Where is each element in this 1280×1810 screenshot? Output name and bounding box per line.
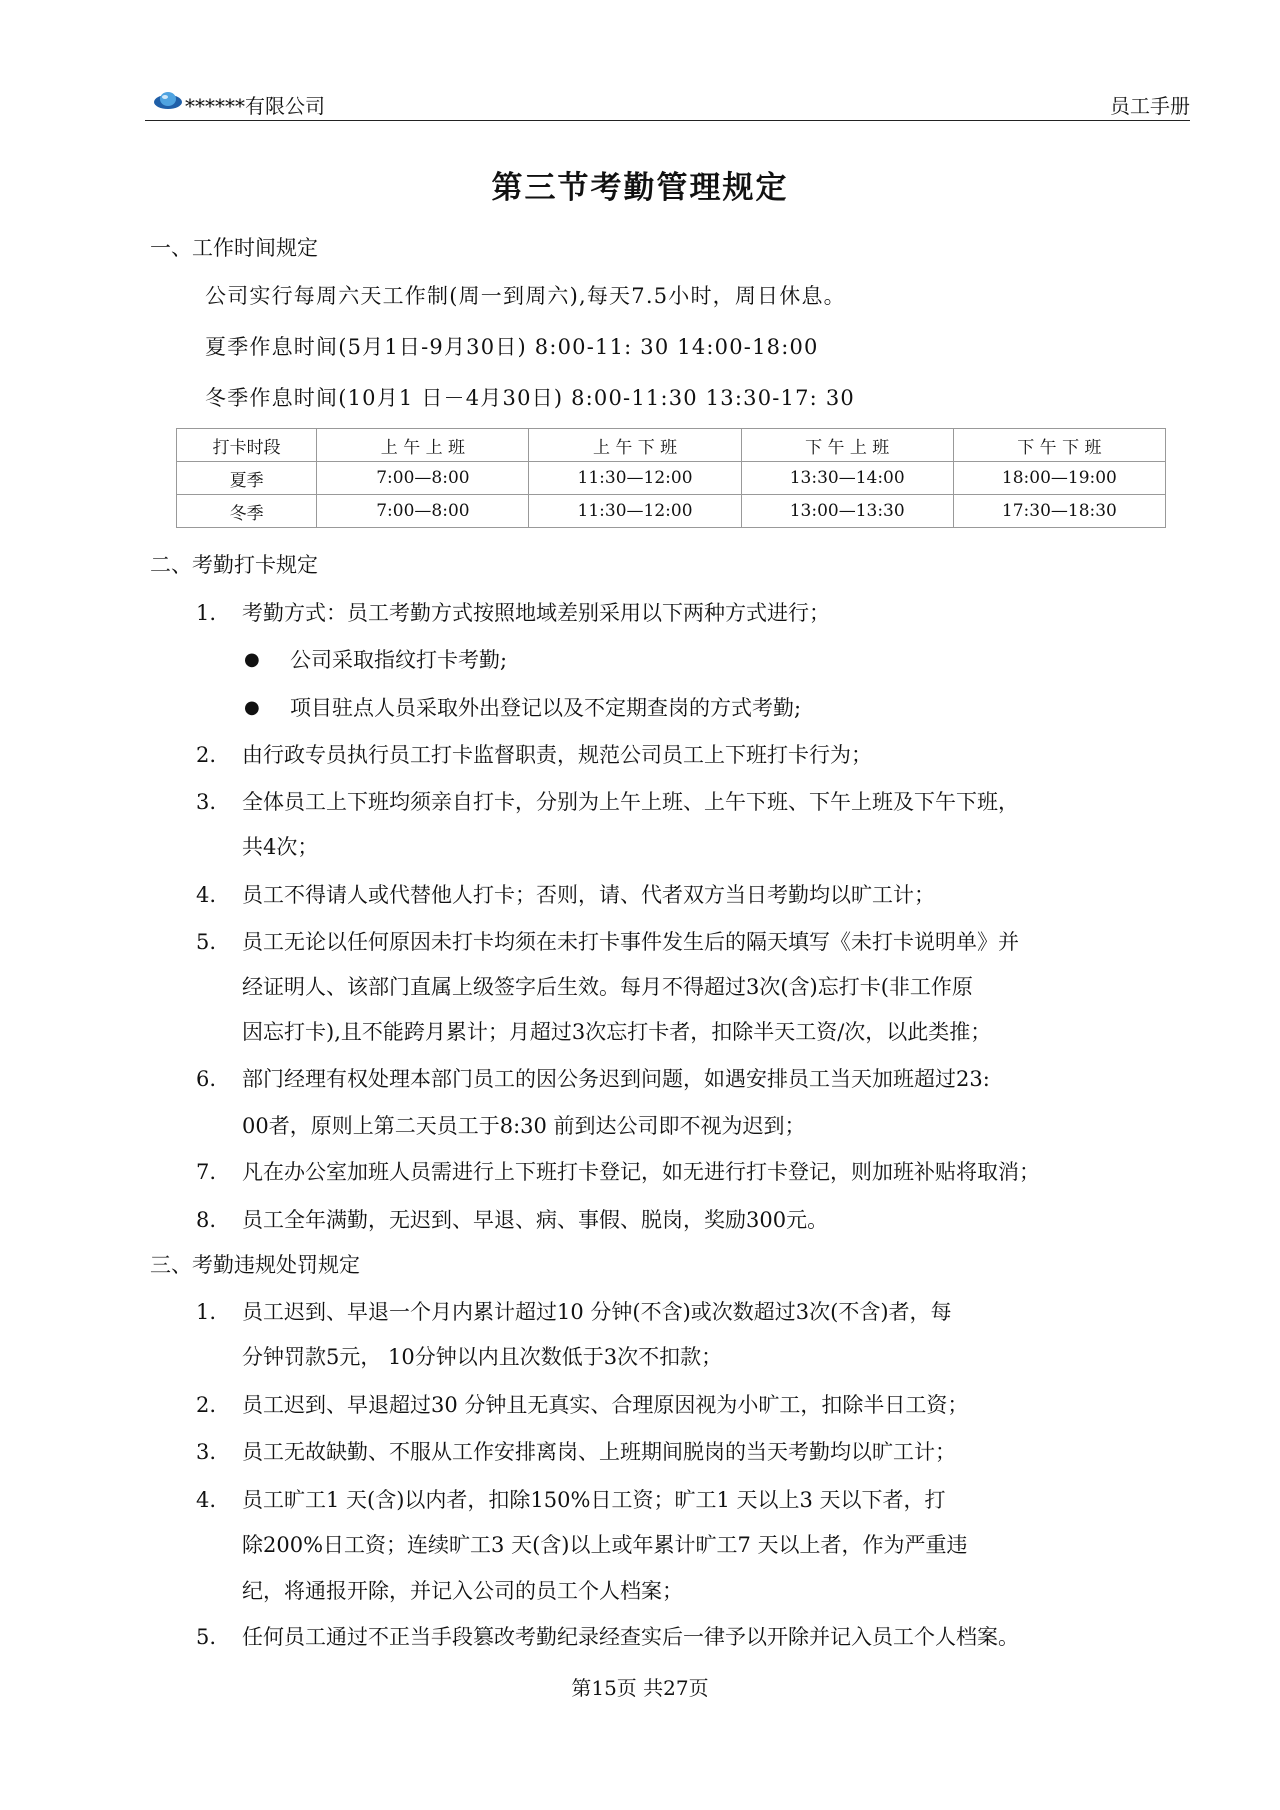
- bullet-text: 公司采取指纹打卡考勤;: [290, 648, 508, 672]
- bullet-icon: ●: [244, 697, 260, 718]
- item-text: 全体员工上下班均须亲自打卡，分别为上午上班、上午下班、下午上班及下午下班，: [242, 790, 1019, 814]
- section-heading: 一、工作时间规定: [150, 236, 318, 260]
- table-header-cell: 上 午 下 班: [529, 429, 741, 462]
- table-header-cell: 下 午 下 班: [953, 429, 1165, 462]
- table-cell: 13:00—13:30: [741, 495, 953, 528]
- page-header: [145, 88, 1190, 121]
- table-row: [177, 462, 1166, 495]
- summer-hours-text: 夏季作息时间(5月1日-9月30日) 8:00-11: 30 14:00-18:00: [205, 335, 819, 359]
- table-cell: 11:30—12:00: [529, 462, 741, 495]
- schedule-table: [176, 428, 1166, 528]
- page-footer: 第15页 共27页: [571, 1676, 709, 1700]
- section-heading: 三、考勤违规处罚规定: [150, 1253, 360, 1277]
- company-logo: [153, 90, 183, 112]
- item-number: 5.: [196, 1625, 217, 1649]
- item-number: 6.: [196, 1067, 217, 1091]
- item-text: 员工迟到、早退超过30 分钟且无真实、合理原因视为小旷工，扣除半日工资；: [242, 1393, 969, 1417]
- item-text: 员工无故缺勤、不服从工作安排离岗、上班期间脱岗的当天考勤均以旷工计；: [242, 1440, 956, 1464]
- table-header-cell: 上 午 上 班: [317, 429, 529, 462]
- item-number: 5.: [196, 930, 217, 954]
- item-text: 考勤方式：员工考勤方式按照地域差别采用以下两种方式进行；: [242, 601, 830, 625]
- item-text: 00者，原则上第二天员工于8:30 前到达公司即不视为迟到；: [242, 1114, 806, 1138]
- table-cell: 7:00—8:00: [317, 462, 529, 495]
- winter-hours-text: 冬季作息时间(10月1 日－4月30日) 8:00-11:30 13:30-17: 30: [205, 386, 855, 410]
- table-cell: 17:30—18:30: [953, 495, 1165, 528]
- table-cell: 冬季: [177, 495, 317, 528]
- table-cell: 7:00—8:00: [317, 495, 529, 528]
- item-number: 3.: [196, 1440, 217, 1464]
- item-text: 员工迟到、早退一个月内累计超过10 分钟(不含)或次数超过3次(不含)者，每: [242, 1300, 952, 1324]
- company-name: ******有限公司: [185, 94, 325, 118]
- item-text: 员工旷工1 天(含)以内者，扣除150%日工资；旷工1 天以上3 天以下者，打: [242, 1488, 946, 1512]
- item-number: 3.: [196, 790, 217, 814]
- item-number: 2.: [196, 1393, 217, 1417]
- page-title: 第三节考勤管理规定: [491, 170, 789, 206]
- item-text: 员工不得请人或代替他人打卡；否则，请、代者双方当日考勤均以旷工计；: [242, 883, 935, 907]
- table-header-row: [177, 429, 1166, 462]
- bullet-text: 项目驻点人员采取外出登记以及不定期查岗的方式考勤;: [290, 696, 802, 720]
- item-text: 员工全年满勤，无迟到、早退、病、事假、脱岗，奖励300元。: [242, 1208, 829, 1232]
- item-number: 4.: [196, 1488, 217, 1512]
- item-text: 员工无论以任何原因未打卡均须在未打卡事件发生后的隔天填写《未打卡说明单》并: [242, 930, 1019, 954]
- item-number: 1.: [196, 1300, 217, 1324]
- table-row: [177, 495, 1166, 528]
- item-text: 由行政专员执行员工打卡监督职责，规范公司员工上下班打卡行为；: [242, 743, 872, 767]
- item-text: 凡在办公室加班人员需进行上下班打卡登记，如无进行打卡登记，则加班补贴将取消；: [242, 1160, 1040, 1184]
- item-number: 1.: [196, 601, 217, 625]
- item-number: 7.: [196, 1160, 217, 1184]
- item-text: 经证明人、该部门直属上级签字后生效。每月不得超过3次(含)忘打卡(非工作原: [242, 975, 973, 999]
- item-text: 因忘打卡),且不能跨月累计；月超过3次忘打卡者，扣除半天工资/次，以此类推；: [242, 1020, 992, 1044]
- handbook-label: 员工手册: [1110, 94, 1190, 118]
- table-cell: 13:30—14:00: [741, 462, 953, 495]
- item-number: 4.: [196, 883, 217, 907]
- bullet-icon: ●: [244, 649, 260, 670]
- item-text: 部门经理有权处理本部门员工的因公务迟到问题，如遇安排员工当天加班超过23:: [242, 1067, 990, 1091]
- item-text: 共4次；: [242, 835, 319, 859]
- section-heading: 二、考勤打卡规定: [150, 553, 318, 577]
- table-header-cell: 打卡时段: [177, 429, 317, 462]
- table-cell: 11:30—12:00: [529, 495, 741, 528]
- item-text: 除200%日工资；连续旷工3 天(含)以上或年累计旷工7 天以上者，作为严重违: [242, 1533, 968, 1557]
- work-week-text: 公司实行每周六天工作制(周一到周六),每天7.5小时，周日休息。: [205, 284, 846, 308]
- item-text: 任何员工通过不正当手段篡改考勤纪录经查实后一律予以开除并记入员工个人档案。: [242, 1625, 1019, 1649]
- table-cell: 夏季: [177, 462, 317, 495]
- item-text: 纪，将通报开除，并记入公司的员工个人档案；: [242, 1579, 683, 1603]
- table-cell: 18:00—19:00: [953, 462, 1165, 495]
- item-number: 2.: [196, 743, 217, 767]
- table-header-cell: 下 午 上 班: [741, 429, 953, 462]
- item-text: 分钟罚款5元， 10分钟以内且次数低于3次不扣款；: [242, 1345, 723, 1369]
- item-number: 8.: [196, 1208, 217, 1232]
